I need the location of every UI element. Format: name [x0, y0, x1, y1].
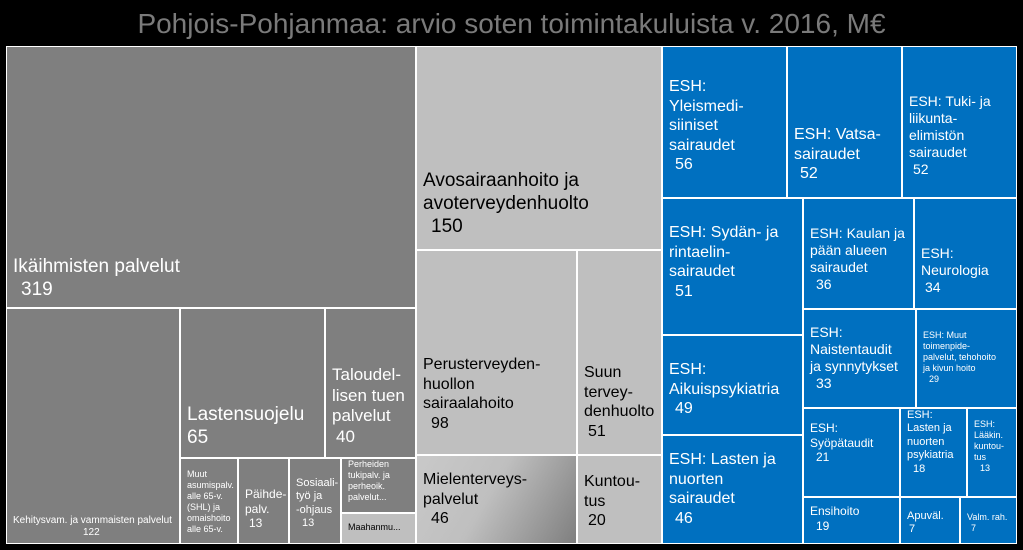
tile-label-line: ESH: [907, 409, 933, 421]
tile-label-line: Kehitysvam. ja vammaisten palvelut [13, 515, 172, 526]
treemap-tile-maahanmuutto [341, 513, 416, 544]
tile-label-line: tukipalv. ja [348, 469, 390, 480]
tile-label [923, 330, 1014, 385]
tile-label-line: Syöpätaudit [810, 435, 874, 450]
tile-value: 51 [588, 422, 606, 440]
tile-value: 29 [929, 373, 940, 384]
tile-label-line: Yleismedi- [669, 97, 744, 115]
treemap-tile-esh-lasten-ja-nuorten-psykiatria [900, 408, 967, 497]
tile-label-line: Ikäihmisten palvelut [13, 256, 180, 277]
treemap-tile-ensihoito [803, 497, 900, 544]
tile-label-line: ESH: Vatsa- [794, 126, 881, 143]
tile-label-line: Neurologia [921, 262, 989, 279]
tile-label [584, 363, 659, 441]
tile-label-line: Naistentaudit [810, 341, 892, 358]
tile-label-line: Avosairaanhoito ja [423, 170, 579, 191]
tile-label [669, 223, 800, 301]
tile-label [348, 459, 413, 503]
tile-value: 20 [588, 512, 606, 530]
tile-label-line: Ensihoito [810, 504, 860, 518]
tile-label-line: tus [584, 492, 606, 510]
tile-value: 36 [816, 276, 832, 293]
tile-label-line: ESH: [810, 324, 843, 340]
tile-label-line: Lastensuojelu [187, 404, 305, 425]
tile-label-line: Lasten ja [907, 422, 952, 435]
treemap-tile-esh-kaulan-ja-paan-alue [803, 198, 914, 309]
tile-label-line: sairaudet [669, 490, 735, 508]
treemap-tile-esh-vatsasairaudet [787, 46, 902, 198]
tile-label [810, 225, 911, 293]
treemap-tile-apuvalineet [900, 497, 960, 544]
tile-label-line: pään alueen [810, 242, 888, 259]
tile-label-line: -ohjaus [296, 503, 333, 516]
tile-label-line: työ ja [296, 490, 323, 503]
tile-label-line: asumispalv. [187, 479, 234, 490]
tile-value: 18 [913, 462, 926, 475]
tile-label-line: Kuntou- [584, 473, 641, 490]
tile-label [921, 245, 1014, 296]
tile-label [13, 515, 177, 539]
tile-label-line: tervey- [584, 383, 633, 401]
tile-label-line: Lääkin. [974, 429, 1004, 440]
tile-value: 98 [431, 414, 449, 432]
treemap-tile-perheiden-tukipalvelut [341, 458, 416, 513]
tile-value: 122 [83, 527, 100, 539]
tile-value: 21 [816, 450, 830, 465]
tile-label-line: omaishoito [187, 512, 231, 523]
tile-label-line: sairaalahoito [423, 395, 514, 413]
treemap-tile-mielenterveyspalvelut [416, 455, 577, 544]
tile-label-line: palvelut... [348, 491, 387, 502]
tile-label [974, 419, 1014, 474]
tile-label-line: ESH: [974, 419, 996, 429]
tile-label-line: ESH: Tuki- ja [909, 93, 991, 109]
tile-label-line: Päihde- [245, 487, 287, 501]
tile-label-line: ESH: Sydän- ja [669, 224, 779, 241]
tile-value: 319 [21, 279, 53, 301]
treemap-tile-kuntoutus [577, 455, 662, 544]
tile-label-line: lisen tuen [332, 385, 405, 405]
tile-value: 7 [971, 522, 977, 533]
treemap-tile-kehitysvammaisten-palvelut [6, 308, 180, 544]
tile-label [187, 403, 322, 449]
tile-label-line: palvelut [423, 490, 479, 508]
tile-label-line: sairaudet [669, 136, 735, 154]
tile-label-line: Suun [584, 364, 622, 381]
treemap-tile-esh-naistentaudit [803, 309, 916, 408]
treemap-tile-sosiaalityo [289, 458, 341, 544]
treemap-tile-avosairaanhoito [416, 46, 662, 250]
treemap-tile-ikaihmisten-palvelut [6, 46, 416, 308]
tile-label-line: huollon [423, 375, 475, 393]
tile-label [348, 522, 413, 533]
tile-value: 13 [249, 516, 263, 531]
tile-label [907, 510, 957, 537]
tile-label-line: rintaelin- [669, 243, 731, 261]
tile-label [245, 487, 286, 531]
tile-label [584, 472, 659, 531]
tile-label [669, 360, 800, 419]
tile-label-line: Mielenterveys- [423, 471, 528, 488]
treemap-tile-esh-lasten-ja-nuorten-sairaudet [662, 435, 803, 544]
treemap-tile-esh-neurologia [914, 198, 1017, 309]
tile-value: 34 [925, 279, 941, 296]
treemap-tile-taloudellisen-tuen-palvelut [325, 308, 416, 458]
tile-value: 49 [675, 400, 693, 418]
tile-value: 33 [816, 375, 832, 392]
tile-value: 65 [187, 427, 209, 449]
tile-label-line: psykiatria [907, 449, 954, 462]
tile-label-line: toimenpide- [923, 340, 971, 351]
tile-label-line: denhuolto [584, 403, 655, 421]
treemap-tile-muut-asumispalvelut [180, 458, 238, 544]
tile-label [296, 477, 338, 531]
tile-label-line: nuorten [907, 435, 945, 448]
tile-label-line: Apuväl. [907, 510, 944, 522]
tile-label-line: liikunta- [909, 110, 958, 127]
tile-label-line: ESH: Muut [923, 330, 967, 340]
tile-label-line: Taloudel- [332, 365, 401, 384]
tile-label [794, 125, 899, 184]
treemap-tile-lastensuojelu [180, 308, 325, 458]
tile-value: 46 [431, 510, 449, 528]
tile-label-line: siiniset [669, 117, 718, 135]
tile-label-line: sairaudet [909, 144, 967, 161]
tile-label-line: (SHL) ja [187, 501, 221, 512]
tile-label-line: kuntou- [974, 440, 1005, 451]
tile-label-line: Perheiden [348, 459, 390, 469]
tile-label-line: elimistön [909, 127, 965, 144]
tile-label [423, 355, 574, 433]
tile-label [332, 365, 413, 448]
treemap-tile-esh-muut-toimenpidepalvelut [916, 309, 1017, 408]
tile-label-line: palv. [245, 501, 270, 516]
treemap-tile-esh-laakinnallinen-kuntoutus [967, 408, 1017, 497]
tile-label-line: ja synnytykset [810, 358, 898, 375]
treemap-tile-esh-syopataudit [803, 408, 900, 497]
tile-label-line: Aikuispsykiatria [669, 380, 780, 398]
tile-label-line: Maahanmu... [348, 522, 401, 532]
tile-value: 19 [816, 518, 830, 533]
treemap-tile-esh-sydan-ja-rintaelin [662, 198, 803, 335]
tile-label-line: sairaudet [810, 259, 868, 276]
tile-label-line: perheoik. [348, 480, 386, 491]
tile-label-line: Valm. rah. [967, 512, 1008, 522]
tile-value: 46 [675, 509, 693, 527]
tile-value: 52 [800, 165, 818, 183]
tile-label-line: sairaudet [669, 263, 735, 281]
tile-label [669, 450, 800, 528]
treemap-tile-esh-aikuispsykiatria [662, 335, 803, 435]
chart-title: Pohjois-Pohjanmaa: arvio soten toimintakuluista v. 2016, M€ [137, 8, 886, 39]
treemap-tile-suun-terveydenhuolto [577, 250, 662, 455]
tile-label-line: ESH: [669, 78, 707, 95]
tile-label [810, 324, 913, 392]
tile-value: 7 [909, 523, 916, 536]
tile-label-line: Muut [187, 469, 208, 479]
tile-label-line: ESH: Lasten ja [669, 451, 776, 468]
tile-value: 13 [302, 517, 315, 530]
tile-label-line: ja kivun hoito [923, 362, 976, 373]
tile-label [907, 409, 964, 476]
tile-value: 51 [675, 282, 693, 300]
tile-label [669, 77, 784, 175]
tile-label-line: alle 65-v. [187, 523, 223, 534]
tile-value: 56 [675, 156, 693, 174]
treemap-tile-valmistelurahasto [960, 497, 1017, 544]
tile-label-line: ESH: [921, 245, 954, 261]
tile-label-line: Perusterveyden- [423, 356, 541, 373]
treemap-tile-esh-yleismedisiiniset [662, 46, 787, 198]
treemap-tile-esh-tuki-ja-liikuntaelimisto [902, 46, 1017, 198]
tile-label [13, 255, 413, 301]
tile-label-line: alle 65-v. [187, 490, 223, 501]
tile-label-line: palvelut [332, 406, 391, 426]
tile-label-line: sairaudet [794, 145, 860, 163]
tile-label-line: ESH: Kaulan ja [810, 225, 905, 241]
tile-value: 52 [913, 161, 929, 178]
tile-label [967, 512, 1014, 534]
tile-label [810, 504, 897, 533]
tile-label-line: tus [974, 451, 987, 462]
tile-label [187, 469, 235, 535]
tile-label-line: ESH: [810, 421, 839, 435]
tile-value: 40 [336, 427, 355, 447]
tile-value: 150 [431, 216, 463, 238]
tile-label [423, 470, 574, 529]
treemap-tile-perusterveydenhuollon-sairaalahoito [416, 250, 577, 455]
tile-label [810, 421, 897, 465]
treemap-tile-paihdepalvelut [238, 458, 289, 544]
tile-label-line: ESH: [669, 361, 707, 378]
tile-label-line: nuorten [669, 470, 724, 488]
tile-value: 13 [980, 462, 991, 473]
tile-label [423, 169, 659, 239]
tile-label-line: Sosiaali- [296, 477, 339, 489]
tile-label-line: palvelut, tehohoito [923, 351, 997, 362]
tile-label [909, 93, 1014, 178]
tile-label-line: avoterveydenhuolto [423, 193, 589, 215]
